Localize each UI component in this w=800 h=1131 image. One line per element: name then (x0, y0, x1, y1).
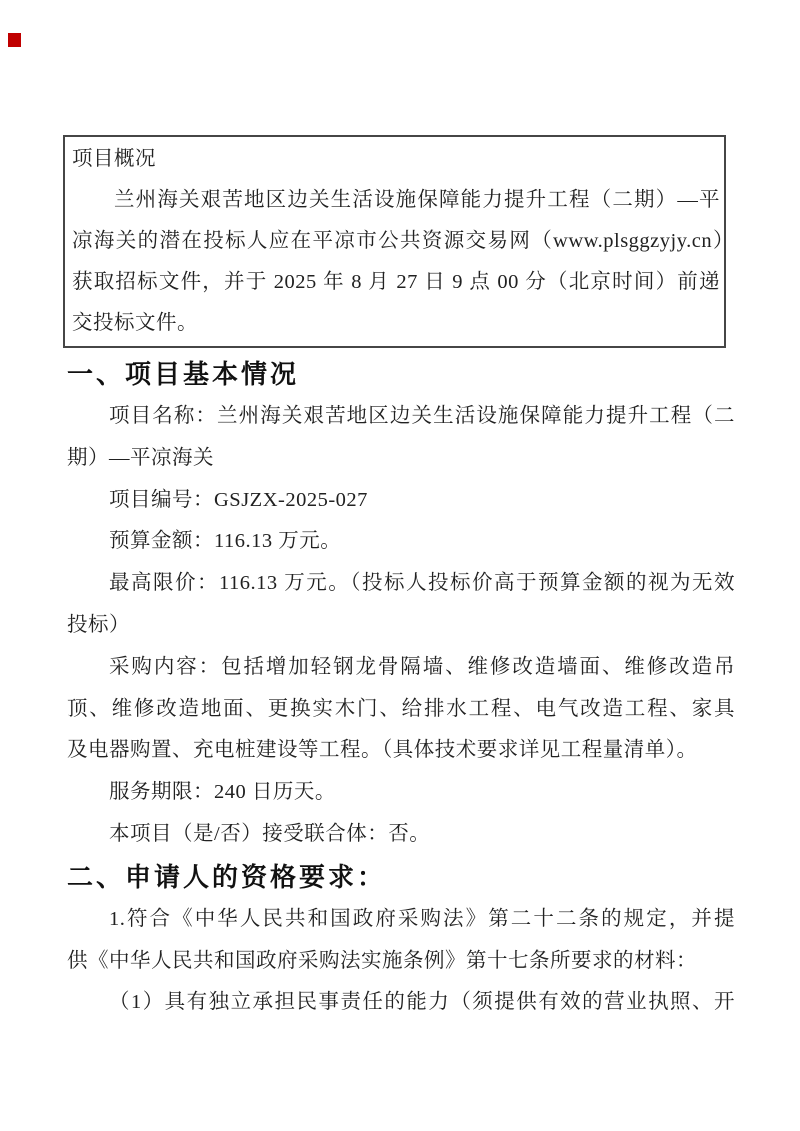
body-line-project-name: 期）—平凉海关 (67, 446, 214, 469)
body-line-consortium: 本项目（是/否）接受联合体：否。 (109, 822, 431, 845)
box-title: 项目概况 (72, 148, 156, 170)
box-line: 凉海关的潜在投标人应在平凉市公共资源交易网（www.plsggzyjy.cn） (72, 230, 734, 252)
red-annotation-marker (8, 33, 21, 47)
body-line-procurement-content: 及电器购置、充电桩建设等工程。（具体技术要求详见工程量清单）。 (67, 739, 698, 762)
body-line-procurement-content: 采购内容：包括增加轻钢龙骨隔墙、维修改造墙面、维修改造吊 (109, 655, 735, 678)
body-line-qualification: 供《中华人民共和国政府采购法实施条例》第十七条所要求的材料： (67, 949, 697, 972)
box-line: 获取招标文件，并于 2025 年 8 月 27 日 9 点 00 分（北京时间）前递 (72, 271, 720, 293)
body-line-project-number: 项目编号：GSJZX-2025-027 (109, 488, 368, 511)
body-line-qualification: （1）具有独立承担民事责任的能力（须提供有效的营业执照、开 (109, 991, 735, 1014)
section-heading-qualifications: 二、申请人的资格要求： (67, 861, 387, 892)
project-overview-box (63, 135, 734, 348)
body-line-procurement-content: 顶、维修改造地面、更换实木门、给排水工程、电气改造工程、家具 (67, 697, 735, 720)
body-line-qualification: 1.符合《中华人民共和国政府采购法》第二十二条的规定，并提 (109, 907, 735, 930)
document-content-column (63, 135, 735, 1024)
box-line: 兰州海关艰苦地区边关生活设施保障能力提升工程（二期）—平 (114, 189, 720, 211)
body-line-max-price: 最高限价：116.13 万元。（投标人投标价高于预算金额的视为无效 (109, 572, 735, 595)
body-line-project-name: 项目名称：兰州海关艰苦地区边关生活设施保障能力提升工程（二 (109, 405, 735, 427)
body-line-budget: 预算金额：116.13 万元。 (109, 530, 342, 553)
body-line-service-period: 服务期限：240 日历天。 (109, 781, 336, 804)
box-line: 交投标文件。 (72, 312, 198, 334)
body-line-max-price: 投标） (67, 613, 130, 636)
section-heading-basic-info: 一、项目基本情况 (67, 359, 300, 389)
